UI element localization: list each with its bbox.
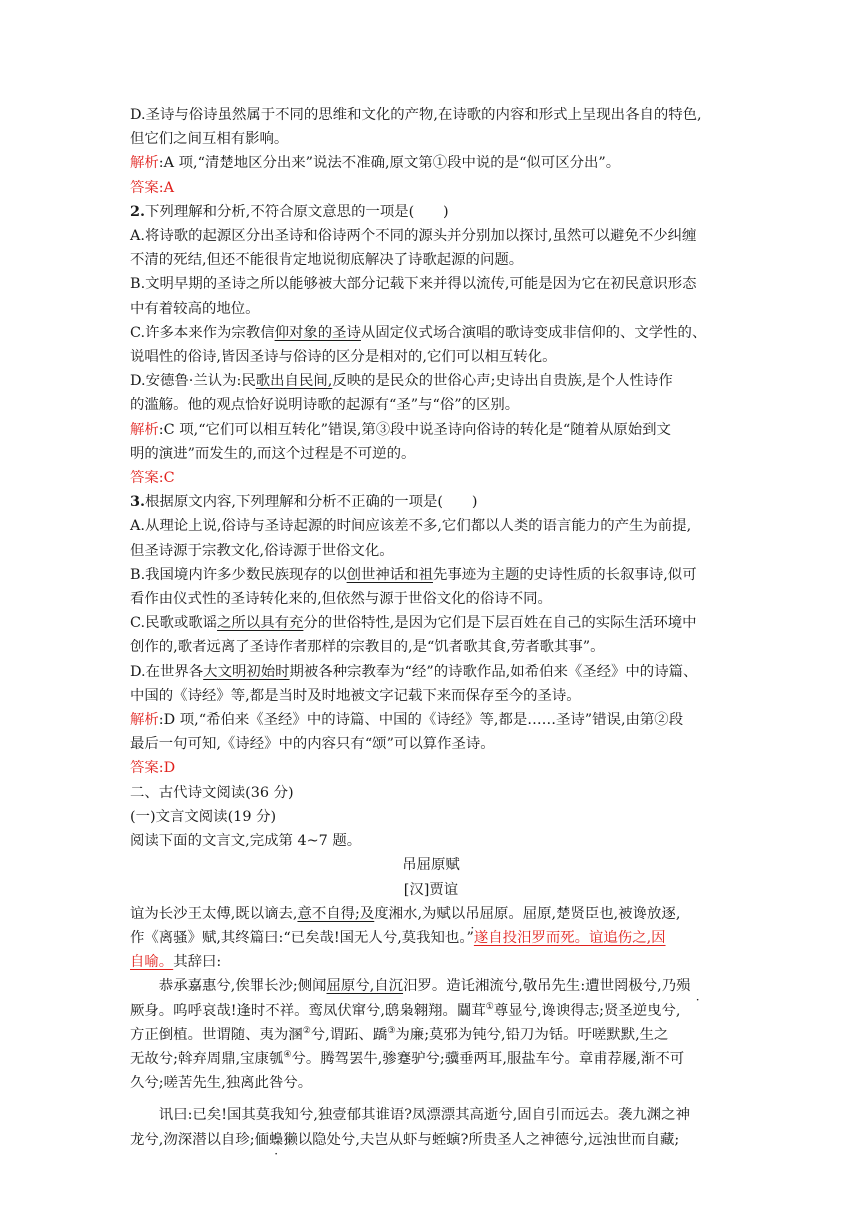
q2-option-c-line1 xyxy=(130,321,732,345)
analysis-label: 解析 xyxy=(130,155,159,172)
q3-option-b-line2: 看作由仪式性的圣诗转化来的,但依然与源于世俗文化的俗诗不同。 xyxy=(130,591,552,608)
q2-option-b-line1: B.文明早期的圣诗之所以能够被大部分记载下来并得以流传,可能是因为它在初民意识形态 xyxy=(130,276,697,293)
text-segment: 厥身。呜呼哀哉!逢时不祥。鸾凤伏窜兮,鸱枭翱翔。闒茸 xyxy=(130,1002,486,1019)
underlined-segment: 歌出自民间, xyxy=(255,373,333,390)
answer-text: :A xyxy=(158,179,175,196)
answer-label: 答案 xyxy=(130,179,159,196)
underlined-segment: 之所以具有充 xyxy=(217,615,304,632)
q3-analysis-line1 xyxy=(130,708,732,732)
passage-p1-line2 xyxy=(130,926,732,950)
q2-answer xyxy=(130,466,732,490)
q3-option-a-line2: 但圣诗源于宗教文化,俗诗源于世俗文化。 xyxy=(130,542,394,559)
text-segment: 龙兮,沕深潜以自珍;偭 xyxy=(130,1131,269,1148)
q2-option-a-line1: A.将诗歌的起源区分出圣诗和俗诗两个不同的源头并分别加以探讨,虽然可以避免不少纠缠 xyxy=(130,228,697,245)
q2-analysis-line1 xyxy=(130,418,732,442)
passage-author: [汉]贾谊 xyxy=(403,881,459,898)
analysis-text: :A 项,“清楚地区分出来”说法不准确,原文第①段中说的是“似可区分出”。 xyxy=(158,155,621,172)
text-segment: 反映的是民众的世俗心声;史诗出自贵族,是个人性诗作 xyxy=(332,373,673,390)
q2-stem-text: 下列理解和分析,不符合原文意思的一项是( ) xyxy=(145,203,449,220)
q2-option-c-line2: 说唱性的俗诗,皆因圣诗与俗诗的区分是相对的,它们可以相互转化。 xyxy=(130,349,557,366)
text-segment: 獭以隐处兮,夫岂从虾与蛭螾?所贵圣人之神德兮,远浊世而自藏; xyxy=(283,1131,680,1148)
q3-option-b-line1 xyxy=(130,563,732,587)
text-segment: 兮,谓跖、 xyxy=(310,1026,373,1043)
underlined-segment: 创世神话和祖 xyxy=(346,566,433,583)
dotted-char: 蟂 xyxy=(268,1131,284,1148)
footnote-marker: ① xyxy=(485,1001,494,1012)
answer-text: :D xyxy=(158,760,176,777)
text-segment: 兮。腾驾罢牛,骖蹇驴兮;骥垂两耳,服盐车兮。章甫荐屦,渐不可 xyxy=(291,1050,685,1067)
passage-p2-line4 xyxy=(130,1047,732,1071)
section-heading: 二、古代诗文阅读(36 分) xyxy=(130,784,294,801)
subsection-heading: (一)文言文阅读(19 分) xyxy=(130,808,277,825)
q2-option-d-line2: 的滥觞。他的观点恰好说明诗歌的起源有“圣”与“俗”的区别。 xyxy=(130,397,520,414)
answer-label: 答案 xyxy=(130,470,159,487)
text-segment: 尊显兮,谗谀得志;贤圣逆曳兮, xyxy=(493,1002,681,1019)
text-segment: B.我国境内许多少数民族现存的以 xyxy=(130,566,347,583)
q2-option-a-line2: 不清的死结,但还不能很肯定地说彻底解决了诗歌起源的问题。 xyxy=(130,252,524,269)
text-segment: 恭承嘉惠兮,俟罪长沙;侧闻 xyxy=(158,978,327,995)
text-segment: 度湘水,为赋以 xyxy=(374,905,466,922)
q1-answer xyxy=(130,176,732,200)
passage-p3-line1: 讯曰:已矣!国其莫我知兮,独壹郁其谁语?凤漂漂其高逝兮,固自引而远去。袭九渊之神 xyxy=(158,1107,690,1124)
q3-stem xyxy=(130,490,732,514)
passage-p2-line5: 久兮;嗟苦先生,独离此咎兮。 xyxy=(130,1075,313,1092)
dotted-char: 吊 xyxy=(465,905,480,922)
passage-p2-line1 xyxy=(130,974,732,998)
footnote-marker: ③ xyxy=(387,1025,396,1036)
q3-option-c-line2: 创作的,歌者远离了圣诗作者那样的宗教目的,是“饥者歌其食,劳者歌其事”。 xyxy=(130,639,605,656)
footnote-marker: ④ xyxy=(283,1050,292,1061)
q1-option-d-line1: D.圣诗与俗诗虽然属于不同的思维和文化的产物,在诗歌的内容和形式上呈现出各自的特色, xyxy=(130,107,702,123)
q3-option-d-line1 xyxy=(130,660,732,684)
text-segment: 作《离骚》赋,其终篇曰:“已矣哉!国无人兮,莫我知也。” xyxy=(130,929,474,946)
paragraph-gap xyxy=(130,1095,732,1103)
q2-option-d-line1 xyxy=(130,369,732,393)
text-segment: 蹻 xyxy=(372,1026,388,1043)
analysis-label: 解析 xyxy=(130,712,159,729)
text-segment: 分的世俗特性,是因为它们是下层百姓在自己的实际生活环境中 xyxy=(303,615,697,632)
red-underlined-sentence: 自喻。 xyxy=(130,954,174,971)
passage-p3-line2 xyxy=(130,1128,732,1152)
q2-number: 2. xyxy=(130,202,146,220)
q1-analysis xyxy=(130,151,732,175)
passage-p2-line3 xyxy=(130,1023,732,1047)
q3-option-d-line2: 中国的《诗经》等,都是当时及时地被文字记载下来而保存至今的圣诗。 xyxy=(130,687,581,704)
text-segment: 谊为长沙王太傅,既以谪去, xyxy=(130,905,298,922)
q1-option-d-line2: 但它们之间互相有影响。 xyxy=(130,131,289,148)
answer-text: :C xyxy=(158,470,175,487)
q3-number: 3. xyxy=(130,493,146,511)
analysis-text: :C 项,“它们可以相互转化”错误,第③段中说圣诗向俗诗的转化是“随着从原始到文 xyxy=(158,421,671,438)
text-segment: D.在世界各 xyxy=(130,663,204,680)
text-segment: C.许多本来作为宗教信 xyxy=(130,324,275,341)
document-page xyxy=(130,103,732,1152)
q3-option-c-line1 xyxy=(130,611,732,635)
passage-title: 吊屈原赋 xyxy=(402,857,460,874)
underlined-segment: 屈原兮,自沉 xyxy=(326,978,404,995)
underlined-segment: 大文明初始时 xyxy=(203,663,290,680)
text-segment: 汨罗。造讬湘流兮,敬吊先生:遭世罔极兮,乃 xyxy=(403,978,677,995)
q3-answer xyxy=(130,756,732,780)
text-segment: 方正倒植。世谓随、夷为溷 xyxy=(130,1026,303,1043)
text-segment: 屈原。屈原,楚贤臣也,被谗放逐, xyxy=(479,905,681,922)
text-segment: C.民歌或歌谣 xyxy=(130,615,218,632)
text-segment: 无故兮;斡弃周鼎,宝康瓠 xyxy=(130,1050,284,1067)
footnote-marker: ② xyxy=(302,1025,311,1036)
q3-stem-text: 根据原文内容,下列理解和分析不正确的一项是( ) xyxy=(145,494,478,511)
underlined-segment: 意不自得;及 xyxy=(297,905,375,922)
text-segment: D.安德鲁·兰认为:民 xyxy=(130,373,256,390)
q2-stem xyxy=(130,200,732,224)
q3-option-a-line1: A.从理论上说,俗诗与圣诗起源的时间应该差不多,它们都以人类的语言能力的产生为前提, xyxy=(130,518,692,535)
q2-option-b-line2: 中有着较高的地位。 xyxy=(130,300,260,317)
underlined-segment: 仰对象的圣诗 xyxy=(274,324,361,341)
text-segment: 期被各种宗教奉为“经”的诗歌作品,如希伯来《圣经》中的诗篇、 xyxy=(289,663,698,680)
answer-label: 答案 xyxy=(130,760,159,777)
text-segment: 从固定仪式场合演唱的歌诗变成非信仰的、文学性的、 xyxy=(360,324,707,341)
analysis-text: :D 项,“希伯来《圣经》中的诗篇、中国的《诗经》等,都是……圣诗”错误,由第②段 xyxy=(158,712,684,729)
text-segment: 先事迹为主题的史诗性质的长叙事诗,似可 xyxy=(432,566,697,583)
passage-p1-line3 xyxy=(130,950,732,974)
passage-p1-line1 xyxy=(130,902,732,926)
text-segment: 其辞曰: xyxy=(173,954,222,971)
passage-p2-line2 xyxy=(130,999,732,1023)
q2-analysis-line2: 明的演进”而发生的,而这个过程是不可逆的。 xyxy=(130,445,416,462)
reading-instruction: 阅读下面的文言文,完成第 4~7 题。 xyxy=(130,833,362,850)
q3-analysis-line2: 最后一句可知,《诗经》中的内容只有“颂”可以算作圣诗。 xyxy=(130,736,495,753)
text-segment: 。吁嗟默默,生之 xyxy=(563,1026,669,1043)
analysis-label: 解析 xyxy=(130,421,159,438)
red-underlined-sentence: 遂自投汨罗而死。谊追伤之,因 xyxy=(473,929,666,946)
text-segment: 为廉;莫邪为钝兮,铅刀为铦 xyxy=(395,1026,564,1043)
dotted-char: 殒 xyxy=(676,978,691,995)
